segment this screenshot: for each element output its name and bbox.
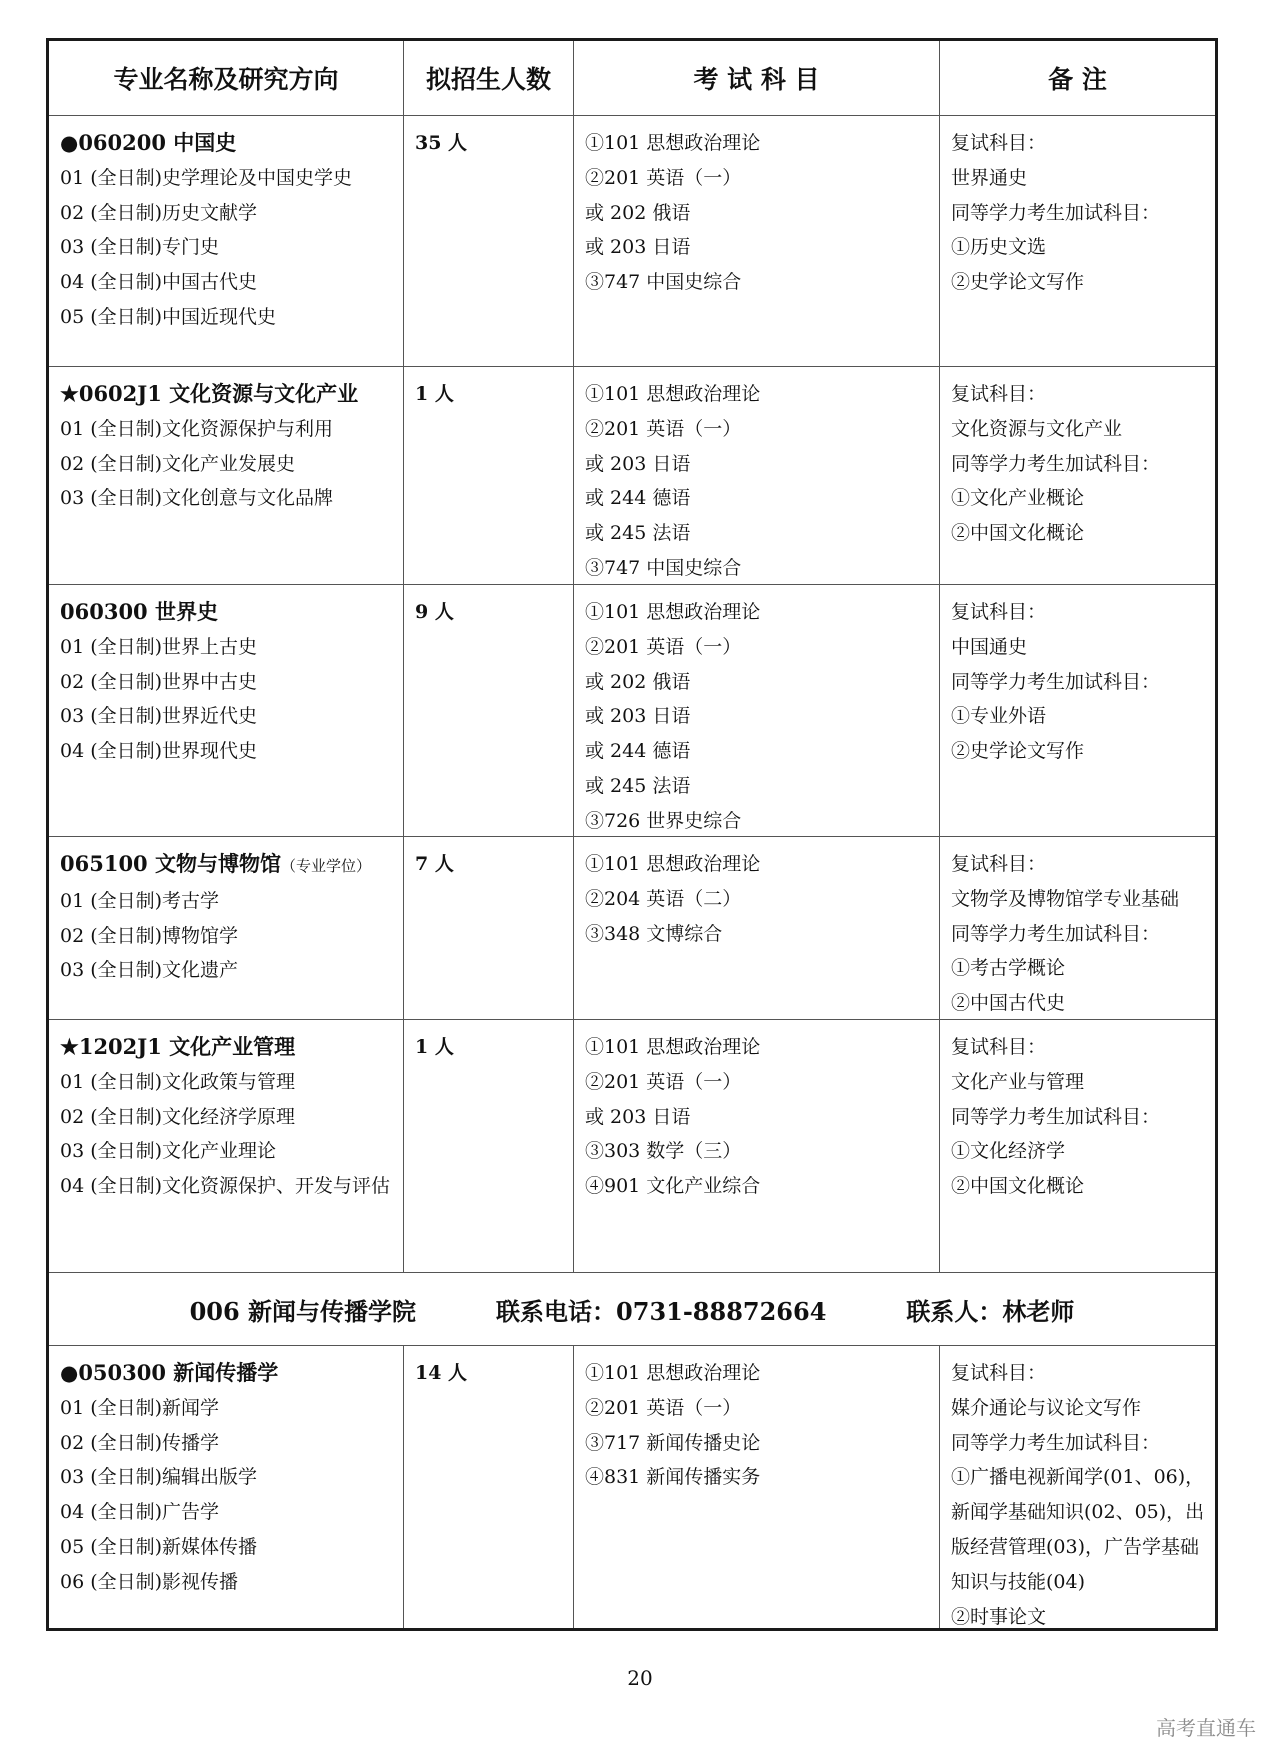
direction: 04 (全日制)文化资源保护、开发与评估	[60, 1175, 391, 1198]
note-line: 同等学力考生加试科目：	[951, 201, 1161, 224]
exam-subject: ③303 数学（三）	[585, 1140, 742, 1163]
exam-subject: ②204 英语（二）	[585, 887, 742, 910]
major-title: 065100 文物与博物馆（专业学位）	[60, 851, 371, 876]
subjects-cell	[573, 837, 939, 1019]
count-cell	[403, 1020, 573, 1272]
note-line: ②史学论文写作	[951, 271, 1085, 294]
direction: 05 (全日制)新媒体传播	[60, 1535, 258, 1558]
exam-subject: 或 244 德语	[585, 487, 691, 510]
direction: 01 (全日制)文化政策与管理	[60, 1070, 296, 1093]
note-line: 世界通史	[951, 166, 1028, 189]
exam-subject: ①101 思想政治理论	[585, 383, 761, 405]
major-title: ●050300 新闻传播学	[60, 1360, 279, 1385]
direction: 04 (全日制)中国古代史	[60, 271, 258, 294]
exam-subject: ①101 思想政治理论	[585, 132, 761, 154]
subjects-cell	[573, 367, 939, 584]
note-line: ①广播电视新闻学(01、06)，新闻学基础知识(02、05)，出版经营管理(03)，广告学基础知识与技能(04)	[951, 1466, 1205, 1593]
direction: 01 (全日制)新闻学	[60, 1396, 220, 1419]
direction: 02 (全日制)文化经济学原理	[60, 1105, 296, 1128]
count-cell	[403, 116, 573, 366]
admissions-table	[46, 38, 1218, 1631]
watermark: 高考直通车	[1156, 1716, 1256, 1740]
note-line: 同等学力考生加试科目：	[951, 452, 1161, 475]
direction: 03 (全日制)世界近代史	[60, 705, 258, 728]
exam-subject: ②201 英语（一）	[585, 417, 742, 440]
table-row-1202J1	[49, 1019, 1215, 1272]
page-number: 20	[627, 1666, 653, 1690]
college-name: 006 新闻与传播学院	[189, 1296, 417, 1326]
major-title: 060300 世界史	[60, 599, 218, 624]
note-line: ②中国古代史	[951, 992, 1066, 1015]
enrollment-count: 14 人	[415, 1362, 468, 1384]
note-line: 复试科目：	[951, 1362, 1047, 1384]
header-count: 拟招生人数	[403, 41, 573, 115]
major-cell	[49, 837, 403, 1019]
note-line: ②史学论文写作	[951, 740, 1085, 763]
enrollment-count: 9 人	[415, 601, 454, 623]
notes-cell	[939, 585, 1215, 836]
header-notes: 备 注	[939, 41, 1215, 115]
exam-subject: ①101 思想政治理论	[585, 1362, 761, 1384]
direction: 03 (全日制)编辑出版学	[60, 1466, 258, 1489]
note-line: ②中国文化概论	[951, 1175, 1085, 1198]
exam-subject: ②201 英语（一）	[585, 1070, 742, 1093]
direction: 02 (全日制)文化产业发展史	[60, 452, 296, 475]
major-cell	[49, 367, 403, 584]
note-line: 复试科目：	[951, 853, 1047, 875]
exam-subject: ③726 世界史综合	[585, 809, 742, 832]
note-line: 同等学力考生加试科目：	[951, 1431, 1161, 1454]
enrollment-count: 1 人	[415, 383, 454, 405]
table-row-050300	[49, 1345, 1215, 1628]
direction: 02 (全日制)世界中古史	[60, 670, 258, 693]
enrollment-count: 1 人	[415, 1036, 454, 1058]
direction: 02 (全日制)历史文献学	[60, 201, 258, 224]
direction: 01 (全日制)考古学	[60, 889, 220, 912]
exam-subject: ②201 英语（一）	[585, 635, 742, 658]
college-contact: 联系人：林老师	[906, 1296, 1075, 1326]
table-header-row	[49, 41, 1215, 115]
direction: 02 (全日制)传播学	[60, 1431, 220, 1454]
degree-tag: （专业学位）	[280, 857, 371, 875]
exam-subject: ②201 英语（一）	[585, 166, 742, 189]
note-line: 复试科目：	[951, 1036, 1047, 1058]
direction: 02 (全日制)博物馆学	[60, 924, 239, 947]
note-line: 复试科目：	[951, 132, 1047, 154]
exam-subject: ③747 中国史综合	[585, 556, 742, 579]
note-line: 同等学力考生加试科目：	[951, 1105, 1161, 1128]
header-subjects: 考 试 科 目	[573, 41, 939, 115]
subjects-cell	[573, 1020, 939, 1272]
exam-subject: ④901 文化产业综合	[585, 1175, 761, 1198]
major-cell	[49, 116, 403, 366]
direction: 01 (全日制)世界上古史	[60, 635, 258, 658]
note-line: 复试科目：	[951, 383, 1047, 405]
count-cell	[403, 585, 573, 836]
note-line: 中国通史	[951, 635, 1028, 658]
exam-subject: ①101 思想政治理论	[585, 853, 761, 875]
exam-subject: ④831 新闻传播实务	[585, 1466, 761, 1489]
table-row-060300	[49, 584, 1215, 836]
direction: 04 (全日制)广告学	[60, 1501, 220, 1524]
note-line: ①文化经济学	[951, 1140, 1066, 1163]
note-line: 文物学及博物馆学专业基础	[951, 887, 1180, 910]
count-cell	[403, 367, 573, 584]
exam-subject: 或 202 俄语	[585, 670, 691, 693]
exam-subject: 或 245 法语	[585, 522, 691, 545]
exam-subject: ③717 新闻传播史论	[585, 1431, 761, 1454]
header-major: 专业名称及研究方向	[113, 65, 339, 94]
exam-subject: ①101 思想政治理论	[585, 1036, 761, 1058]
major-title: ★1202J1 文化产业管理	[60, 1034, 296, 1059]
subjects-cell	[573, 1346, 939, 1628]
exam-subject: 或 202 俄语	[585, 201, 691, 224]
note-line: 媒介通论与议论文写作	[951, 1396, 1142, 1419]
note-line: 复试科目：	[951, 601, 1047, 623]
college-phone: 联系电话：0731-88872664	[496, 1296, 827, 1326]
direction: 05 (全日制)中国近现代史	[60, 305, 277, 328]
note-line: ②中国文化概论	[951, 522, 1085, 545]
exam-subject: ③348 文博综合	[585, 922, 723, 945]
note-line: ①历史文选	[951, 236, 1047, 259]
note-line: 文化资源与文化产业	[951, 417, 1123, 440]
subjects-cell	[573, 116, 939, 366]
note-line: 同等学力考生加试科目：	[951, 922, 1161, 945]
exam-subject: ③747 中国史综合	[585, 271, 742, 294]
major-title: ●060200 中国史	[60, 130, 237, 155]
exam-subject: 或 203 日语	[585, 236, 691, 259]
subjects-cell	[573, 585, 939, 836]
exam-subject: 或 203 日语	[585, 705, 691, 728]
direction: 06 (全日制)影视传播	[60, 1570, 239, 1593]
note-line: 同等学力考生加试科目：	[951, 670, 1161, 693]
table-row-060200	[49, 115, 1215, 366]
major-title: ★0602J1 文化资源与文化产业	[60, 381, 359, 406]
count-cell	[403, 1346, 573, 1628]
exam-subject: 或 203 日语	[585, 452, 691, 475]
note-line: ①考古学概论	[951, 957, 1066, 980]
exam-subject: ②201 英语（一）	[585, 1396, 742, 1419]
direction: 01 (全日制)文化资源保护与利用	[60, 417, 334, 440]
note-line: ①文化产业概论	[951, 487, 1085, 510]
note-line: 文化产业与管理	[951, 1070, 1085, 1093]
enrollment-count: 35 人	[415, 132, 468, 154]
direction: 03 (全日制)文化产业理论	[60, 1140, 277, 1163]
exam-subject: ①101 思想政治理论	[585, 601, 761, 623]
direction: 03 (全日制)专门史	[60, 236, 220, 259]
major-cell	[49, 585, 403, 836]
exam-subject: 或 245 法语	[585, 774, 691, 797]
exam-subject: 或 203 日语	[585, 1105, 691, 1128]
enrollment-count: 7 人	[415, 853, 454, 875]
college-section-header	[49, 1272, 1215, 1345]
note-line: ①专业外语	[951, 705, 1047, 728]
notes-cell	[939, 116, 1215, 366]
notes-cell	[939, 1020, 1215, 1272]
notes-cell	[939, 367, 1215, 584]
exam-subject: 或 244 德语	[585, 740, 691, 763]
notes-cell	[939, 1346, 1215, 1628]
count-cell	[403, 837, 573, 1019]
direction: 03 (全日制)文化遗产	[60, 959, 239, 982]
notes-cell	[939, 837, 1215, 1019]
direction: 01 (全日制)史学理论及中国史学史	[60, 166, 353, 189]
major-cell	[49, 1020, 403, 1272]
direction: 03 (全日制)文化创意与文化品牌	[60, 487, 334, 510]
table-row-0602J1	[49, 366, 1215, 584]
major-cell	[49, 1346, 403, 1628]
direction: 04 (全日制)世界现代史	[60, 740, 258, 763]
note-line: ②时事论文	[951, 1605, 1047, 1628]
table-row-065100	[49, 836, 1215, 1019]
